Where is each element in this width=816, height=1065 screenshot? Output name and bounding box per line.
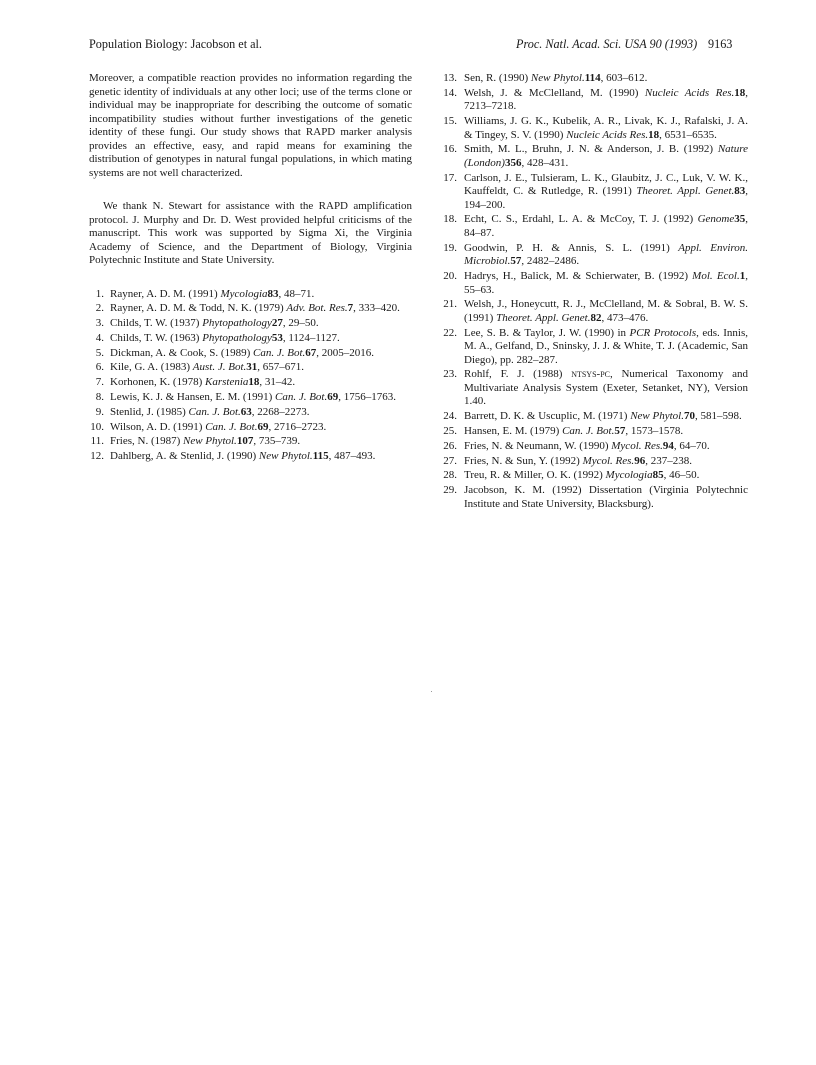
reference-volume: 57 <box>614 425 626 438</box>
reference-authors: Stenlid, J. (1985) <box>110 405 189 418</box>
reference-software: ntsys-pc <box>571 368 610 381</box>
reference-item <box>443 368 748 409</box>
reference-journal: Mycologia <box>220 287 268 300</box>
running-header-journal: Proc. Natl. Acad. Sci. USA 90 (1993) <box>516 37 698 51</box>
reference-number: 20. <box>443 270 457 283</box>
reference-journal: Mycol. Res. <box>611 439 663 452</box>
reference-authors: Fries, N. & Neumann, W. (1990) <box>464 439 612 452</box>
reference-list-left <box>89 288 412 464</box>
reference-item <box>89 302 412 316</box>
reference-volume: 57 <box>510 255 522 268</box>
reference-number: 26. <box>443 439 457 452</box>
reference-list-right <box>443 72 748 511</box>
reference-volume: 70 <box>683 410 695 423</box>
reference-pages: , 1573–1578. <box>625 425 684 438</box>
reference-number: 24. <box>443 410 457 423</box>
reference-pages: , 2716–2723. <box>268 420 327 433</box>
reference-journal: Nucleic Acids Res. <box>644 86 735 99</box>
reference-volume: 18 <box>734 86 746 99</box>
reference-number: 2. <box>95 302 104 315</box>
reference-journal: Can. J. Bot. <box>188 405 241 418</box>
reference-number: 11. <box>90 435 104 448</box>
reference-pages: , 237–238. <box>645 454 692 467</box>
page-number: 9163 <box>708 37 733 51</box>
reference-pages: , 7213–7218. <box>464 86 748 113</box>
reference-number: 16. <box>443 143 457 156</box>
reference-journal: Theoret. Appl. Genet. <box>496 311 591 324</box>
reference-number: 6. <box>95 361 104 374</box>
reference-pages: , 428–431. <box>521 156 569 169</box>
reference-journal: Can. J. Bot. <box>253 346 306 359</box>
reference-volume: 27 <box>271 317 283 330</box>
reference-volume: 83 <box>267 287 279 300</box>
reference-journal: Nucleic Acids Res. <box>566 128 649 141</box>
reference-number: 3. <box>95 317 104 330</box>
reference-number: 8. <box>95 391 104 404</box>
reference-authors: Lewis, K. J. & Hansen, E. M. (1991) <box>110 391 275 404</box>
reference-volume: 18 <box>648 128 660 141</box>
reference-volume: 69 <box>327 391 339 404</box>
reference-pages: , 735–739. <box>253 435 301 448</box>
reference-journal: Karstenia <box>205 376 249 389</box>
reference-pages: , 1124–1127. <box>282 331 340 344</box>
reference-volume: 67 <box>305 346 317 359</box>
reference-item <box>443 469 748 483</box>
reference-item <box>443 440 748 454</box>
reference-pages: , 64–70. <box>673 439 710 452</box>
reference-number: 19. <box>443 241 457 254</box>
reference-item <box>89 288 412 302</box>
reference-pages: , 84–87. <box>464 213 748 239</box>
reference-item <box>443 172 748 213</box>
reference-pages: , 333–420. <box>353 302 400 315</box>
reference-pages: , 2005–2016. <box>316 346 374 359</box>
reference-volume: 115 <box>312 450 329 463</box>
right-column <box>443 72 748 513</box>
reference-authors: Fries, N. & Sun, Y. (1992) <box>464 454 583 467</box>
reference-pages: , 48–71. <box>278 287 315 300</box>
reference-number: 4. <box>95 331 104 344</box>
reference-volume: 85 <box>652 469 664 482</box>
reference-number: 1. <box>95 287 104 300</box>
reference-item <box>443 270 748 297</box>
reference-pages: , 55–63. <box>464 270 748 296</box>
reference-number: 23. <box>443 368 457 381</box>
reference-authors: Childs, T. W. (1963) <box>110 331 203 344</box>
reference-authors: Kile, G. A. (1983) <box>110 361 193 374</box>
reference-item <box>89 376 412 390</box>
reference-number: 14. <box>443 86 457 99</box>
reference-authors: Korhonen, K. (1978) <box>110 376 206 389</box>
reference-authors: Goodwin, P. H. & Annis, S. L. (1991) <box>464 241 679 254</box>
reference-item <box>443 72 748 86</box>
reference-volume: 96 <box>634 454 646 467</box>
reference-pages: , 29–50. <box>282 317 319 330</box>
reference-authors: Welsh, J. & McClelland, M. (1990) <box>464 86 645 99</box>
reference-authors: Rayner, A. D. M. & Todd, N. K. (1979) <box>110 302 287 315</box>
reference-authors: Childs, T. W. (1937) <box>110 317 203 330</box>
reference-journal: PCR Protocols <box>629 326 697 339</box>
reference-journal: Theoret. Appl. Genet. <box>636 185 735 198</box>
reference-item <box>443 455 748 469</box>
reference-pages: , 6531–6535. <box>659 128 717 141</box>
running-header-left: Population Biology: Jacobson et al. <box>89 37 262 51</box>
reference-pages: , 1756–1763. <box>338 391 396 404</box>
reference-journal: Mycologia <box>605 469 653 482</box>
reference-number: 27. <box>443 454 457 467</box>
reference-number: 22. <box>443 326 457 339</box>
reference-authors: Wilson, A. D. (1991) <box>110 420 206 433</box>
reference-volume: 18 <box>248 376 260 389</box>
reference-volume: 31 <box>246 361 258 374</box>
reference-journal: New Phytol. <box>258 450 313 463</box>
reference-volume: 1 <box>739 270 746 283</box>
reference-pages: , 2482–2486. <box>521 255 580 268</box>
reference-volume: 82 <box>590 311 602 324</box>
reference-journal: Mycol. Res. <box>582 454 635 467</box>
reference-number: 13. <box>443 72 457 84</box>
reference-item <box>89 450 412 464</box>
reference-pages: , 46–50. <box>663 469 700 482</box>
reference-journal: New Phytol. <box>630 410 684 423</box>
reference-volume: 356 <box>504 156 522 169</box>
reference-authors: Smith, M. L., Bruhn, J. N. & Anderson, J. B. (1992) <box>464 143 718 156</box>
reference-item <box>443 213 748 240</box>
reference-item <box>443 87 748 114</box>
reference-pages: , eds. Innis, M. A., Gelfand, D., Sninsky, J. J. & White, T. J. (Academic, San Diego), pp. 282–287. <box>464 326 748 366</box>
reference-journal: Can. J. Bot. <box>205 420 258 433</box>
reference-item <box>443 115 748 142</box>
reference-authors: Fries, N. (1987) <box>110 435 184 448</box>
reference-volume: 69 <box>257 420 269 433</box>
reference-item <box>443 327 748 368</box>
reference-authors: Sen, R. (1990) <box>464 72 531 84</box>
reference-authors: Jacobson, K. M. (1992) Dissertation (Virginia Polytechnic Institute and State University, Blacksburg). <box>464 484 748 510</box>
reference-number: 9. <box>95 405 104 418</box>
reference-pages: , 2268–2273. <box>251 405 310 418</box>
reference-number: 17. <box>443 171 457 184</box>
reference-pages: , 487–493. <box>328 450 376 463</box>
reference-item <box>443 484 748 511</box>
reference-number: 25. <box>443 425 457 438</box>
reference-number: 21. <box>443 298 457 311</box>
reference-volume: 53 <box>271 331 283 344</box>
reference-authors: Echt, C. S., Erdahl, L. A. & McCoy, T. J. (1992) <box>464 213 698 226</box>
reference-item <box>89 421 412 435</box>
reference-volume: 83 <box>734 185 746 198</box>
reference-journal: Appl. Environ. Microbiol. <box>464 241 749 268</box>
reference-item <box>89 317 412 331</box>
reference-item <box>443 298 748 325</box>
reference-journal: Can. J. Bot. <box>562 425 615 438</box>
reference-number: 10. <box>90 420 104 433</box>
reference-authors: Rayner, A. D. M. (1991) <box>110 287 221 300</box>
reference-number: 28. <box>443 469 457 482</box>
reference-authors: Dickman, A. & Cook, S. (1989) <box>110 346 253 359</box>
reference-number: 12. <box>90 450 104 463</box>
reference-pages: , 657–671. <box>257 361 305 374</box>
acknowledgment: We thank N. Stewart for assistance with the RAPD amplification protocol. J. Murphy and Dr. D. West provided helpful criticisms of the manuscript. This work was supported by Sigma Xi, the Virginia Academy of Science, and the Department of Biology, Virginia Polytechnic Institute and State University. <box>89 200 412 266</box>
reference-volume: 94 <box>662 439 674 452</box>
reference-pages: , Numerical Taxonomy and Multivariate Analysis System (Exeter, Setanket, NY), Version 1.40. <box>464 368 749 408</box>
reference-item <box>89 361 412 375</box>
reference-item <box>443 410 748 424</box>
body-paragraph: Moreover, a compatible reaction provides no information regarding the genetic identity of individuals at any other loci; use of the terms clone or individual may be inappropriate for describing the outcome of somatic incompatibility studies without further investigations of the genetic identity of these fungi. Our study shows that RAPD marker analysis provides an effective, easy, and rapid means for examining the distribution of genotypes in natural fungal populations, in which mating systems are not well characterized. <box>89 72 412 179</box>
reference-journal: New Phytol. <box>530 72 585 84</box>
reference-item <box>443 242 748 269</box>
reference-volume: 114 <box>584 72 601 84</box>
reference-number: 15. <box>443 115 457 128</box>
reference-journal: Aust. J. Bot. <box>192 361 247 374</box>
reference-number: 5. <box>95 346 104 359</box>
reference-authors: Rohlf, F. J. (1988) <box>464 368 572 381</box>
reference-item <box>89 435 412 449</box>
reference-authors: Welsh, J., Honeycutt, R. J., McClelland, M. & Sobral, B. W. S. (1991) <box>464 298 748 324</box>
reference-volume: 7 <box>347 302 354 315</box>
scan-speck <box>431 691 432 692</box>
reference-number: 18. <box>443 213 457 226</box>
reference-volume: 35 <box>734 213 746 226</box>
reference-item <box>443 143 748 170</box>
reference-number: 7. <box>95 376 104 389</box>
reference-journal: Genome <box>697 213 735 226</box>
reference-pages: , 603–612. <box>600 72 648 84</box>
reference-authors: Hansen, E. M. (1979) <box>464 425 563 438</box>
reference-journal: Phytopathology <box>202 331 272 344</box>
reference-item <box>89 332 412 346</box>
reference-item <box>89 347 412 361</box>
reference-authors: Dahlberg, A. & Stenlid, J. (1990) <box>110 450 259 463</box>
reference-journal: Phytopathology <box>202 317 272 330</box>
reference-authors: Lee, S. B. & Taylor, J. W. (1990) in <box>464 326 630 339</box>
reference-authors: Barrett, D. K. & Uscuplic, M. (1971) <box>464 410 631 423</box>
reference-journal: Can. J. Bot. <box>274 391 328 404</box>
reference-authors: Carlson, J. E., Tulsieram, L. K., Glaubitz, J. C., Luk, V. W. K., Kauffeldt, C. & Rutledge, R. (1991) <box>464 171 748 198</box>
reference-item <box>443 425 748 439</box>
reference-pages: , 581–598. <box>694 410 742 423</box>
reference-authors: Williams, J. G. K., Kubelik, A. R., Livak, K. J., Rafalski, J. A. & Tingey, S. V. (1990) <box>464 115 748 141</box>
reference-pages: , 31–42. <box>259 376 296 389</box>
reference-volume: 63 <box>240 405 252 418</box>
reference-authors: Hadrys, H., Balick, M. & Schierwater, B. (1992) <box>464 270 693 283</box>
reference-authors: Treu, R. & Miller, O. K. (1992) <box>464 469 606 482</box>
reference-number: 29. <box>443 484 457 497</box>
reference-volume: 107 <box>236 435 254 448</box>
reference-journal: Mol. Ecol. <box>692 270 740 283</box>
reference-journal: Adv. Bot. Res. <box>286 302 348 315</box>
reference-pages: , 473–476. <box>601 311 649 324</box>
reference-pages: , 194–200. <box>464 185 748 211</box>
reference-item <box>89 391 412 405</box>
left-column <box>89 72 412 465</box>
reference-item <box>89 406 412 420</box>
reference-journal: Nature (London) <box>464 143 748 169</box>
reference-journal: New Phytol. <box>183 435 237 448</box>
